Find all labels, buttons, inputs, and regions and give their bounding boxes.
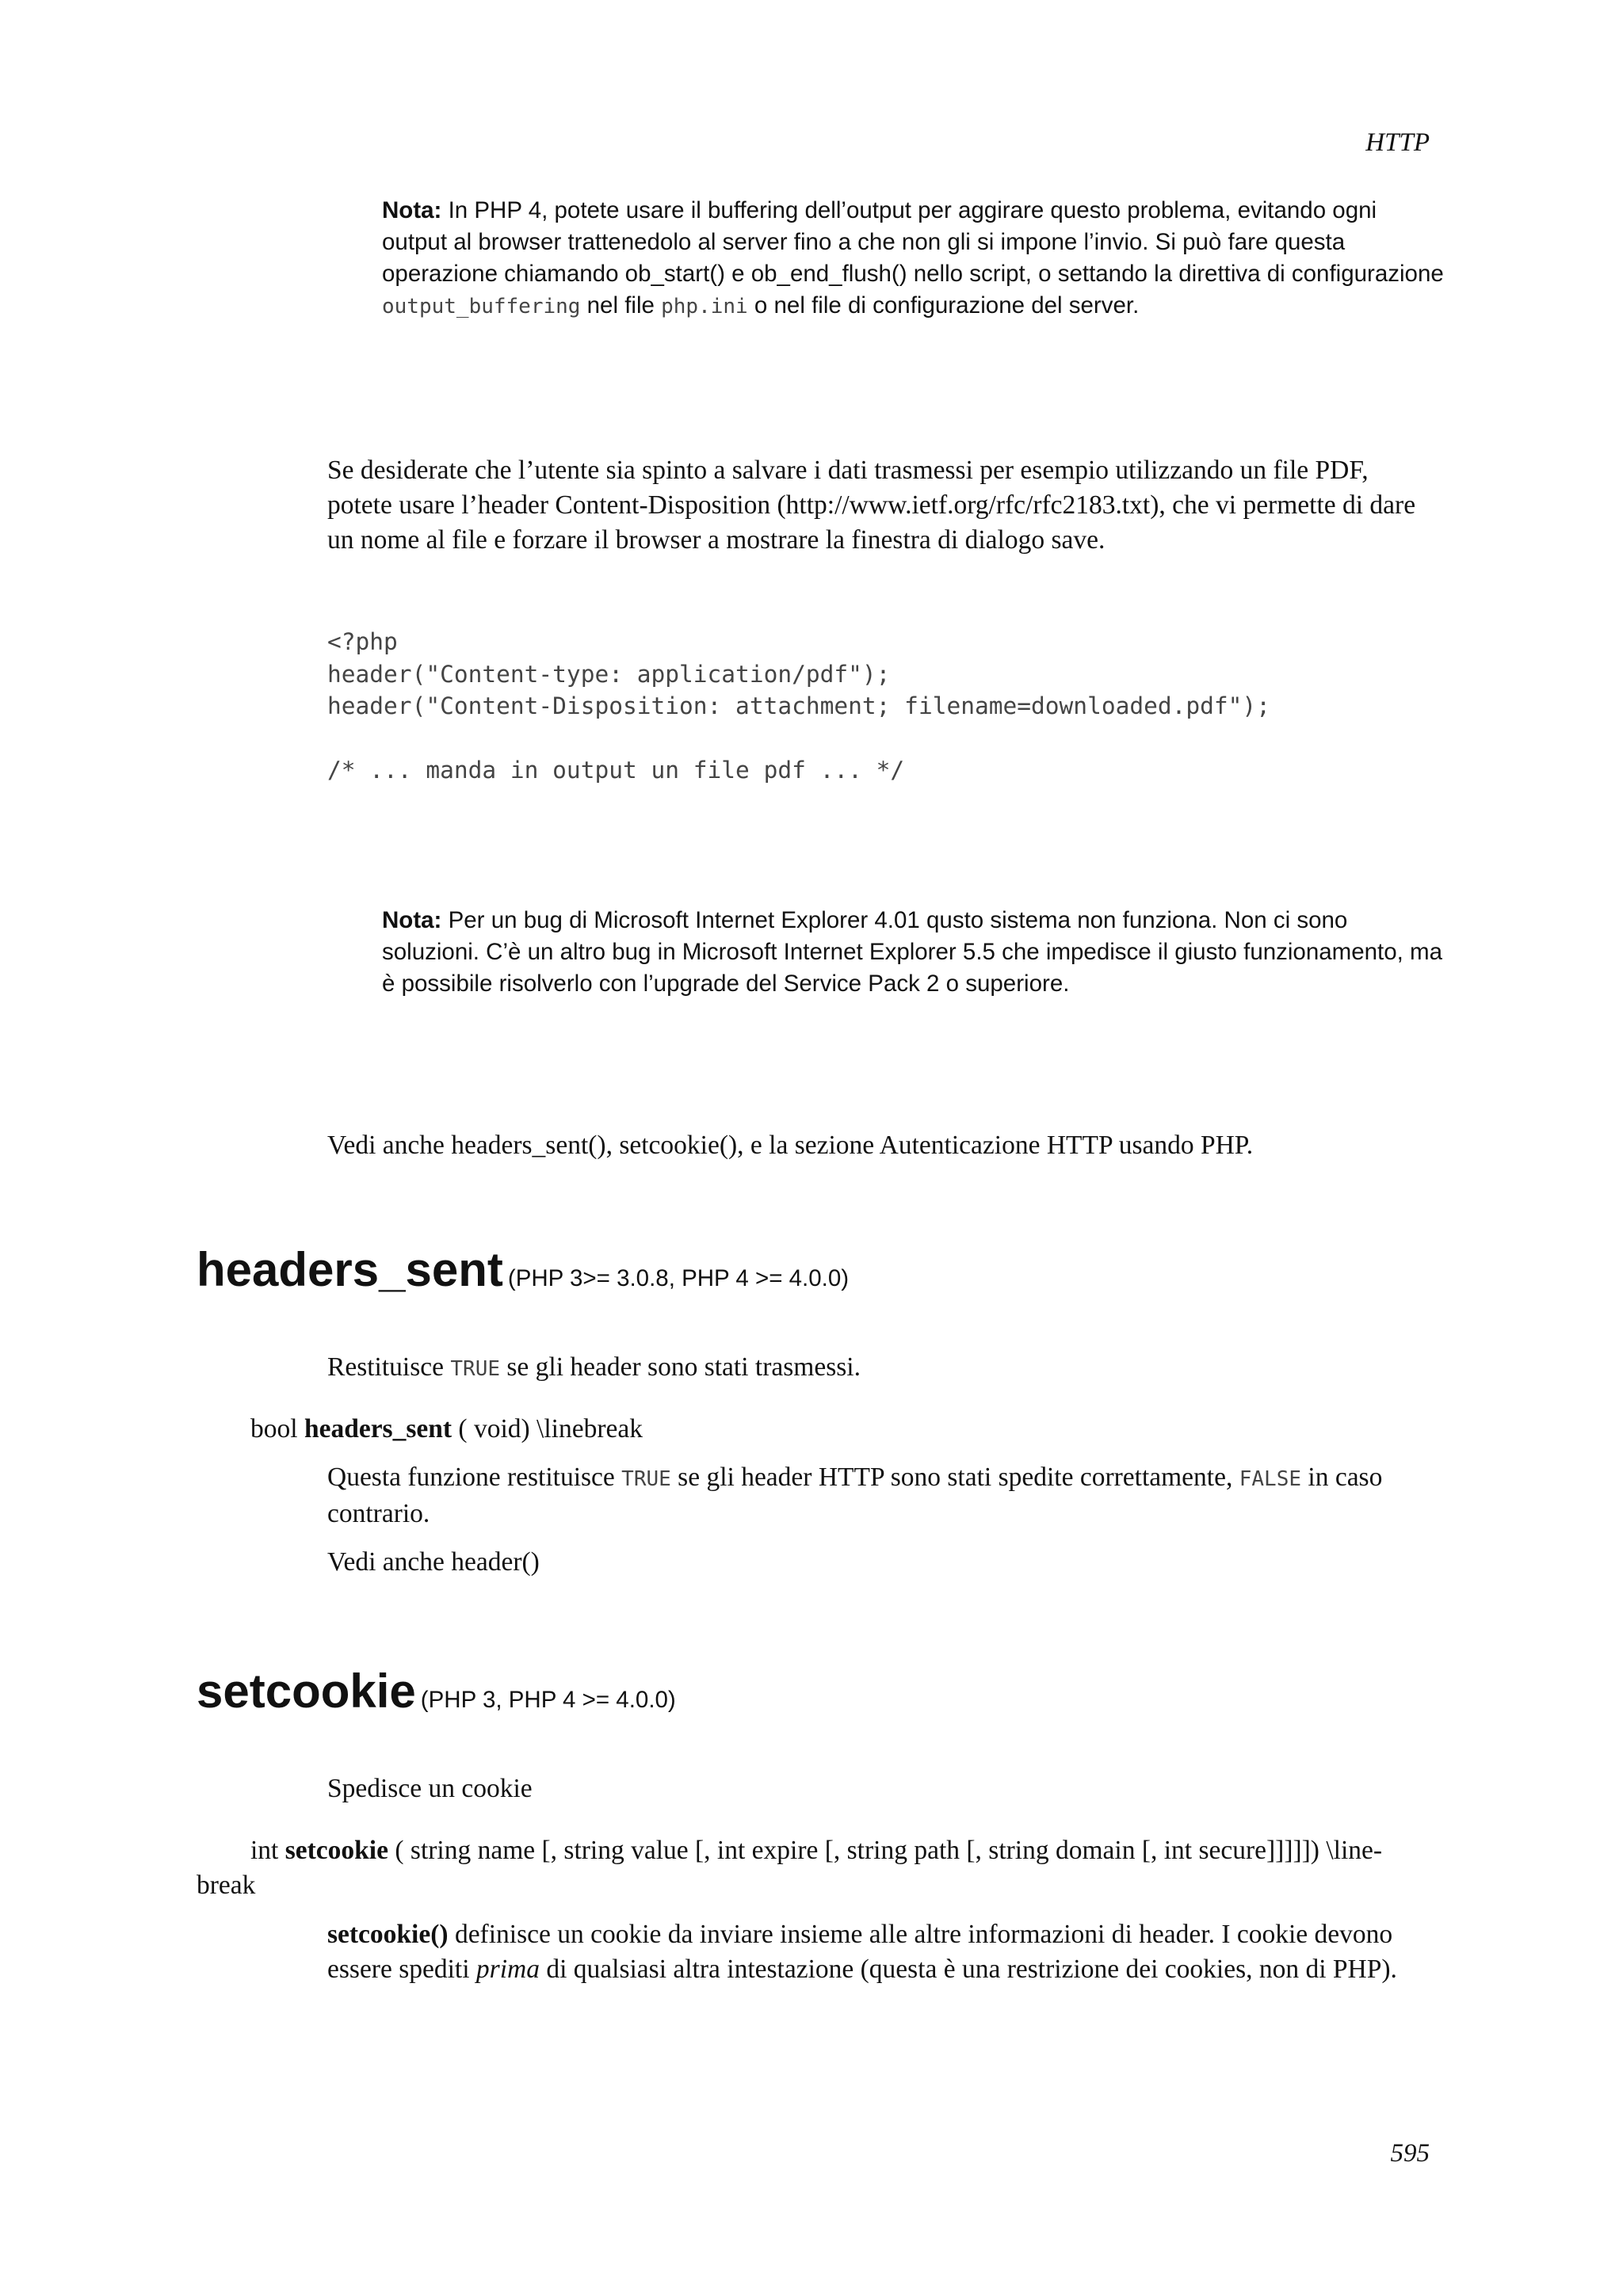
function-heading-setcookie: [197, 1664, 676, 1718]
purpose-text: se gli header sono stati trasmessi.: [500, 1352, 861, 1382]
note-text: Per un bug di Microsoft Internet Explorer 4.01 qusto sistema non funziona. Non ci sono soluzioni. C’è un altro bug in Microsoft Internet Explorer 5.5 che impedisce il giusto funzionamento, ma è possibile risolverlo con l’upgrade del Service Pack 2 o superiore.: [382, 907, 1443, 997]
function-synopsis: [250, 1833, 1382, 1868]
function-heading-headers-sent: [197, 1242, 849, 1297]
synopsis-name: setcookie: [285, 1836, 388, 1865]
description-text: Questa funzione restituisce: [327, 1463, 622, 1492]
note-label: Nota:: [382, 197, 442, 223]
function-purpose: Spedisce un cookie: [327, 1774, 533, 1803]
note-output-buffering: [382, 195, 1444, 322]
code-line: <?php: [327, 628, 398, 655]
description-text: di qualsiasi altra intestazione (questa è una restrizione dei cookies, non di PHP).: [539, 1955, 1397, 1984]
function-synopsis-wrap: break: [197, 1871, 256, 1900]
synopsis-params: ( string name [, string value [, int expire [, string path [, string domain [, int secure]]]]]) \line-: [388, 1836, 1383, 1865]
note-label: Nota:: [382, 907, 442, 933]
description-text: in caso contrario.: [327, 1463, 1383, 1528]
function-name: setcookie: [197, 1665, 416, 1718]
function-description: [327, 1460, 1437, 1531]
description-emphasis: prima: [475, 1955, 540, 1984]
description-text: definisce un cookie da inviare insieme alle altre informazioni di header. I cookie devono essere spediti: [327, 1920, 1393, 1984]
description-text: se gli header HTTP sono stati spedite correttamente,: [670, 1463, 1239, 1492]
synopsis-type: int: [250, 1836, 285, 1865]
description-function-name: setcookie(): [327, 1920, 449, 1949]
inline-code: output_buffering: [382, 295, 581, 318]
synopsis-params: ( void) \linebreak: [452, 1414, 643, 1444]
code-line: [327, 723, 1270, 755]
page-number: 595: [1390, 2139, 1430, 2168]
function-version: (PHP 3>= 3.0.8, PHP 4 >= 4.0.0): [507, 1265, 850, 1291]
synopsis-type: bool: [250, 1414, 304, 1444]
note-text: In PHP 4, potete usare il buffering dell’output per aggirare questo problema, evitando ogni output al browser trattenedolo al server fino a che non gli si impone l’invio. Si può fare questa operazione chiamando ob_start() e ob_end_flush() nello script, o settando la direttiva di configurazione: [382, 197, 1444, 287]
note-text: nel file: [580, 292, 662, 318]
inline-code: TRUE: [621, 1467, 671, 1491]
function-version: (PHP 3, PHP 4 >= 4.0.0): [420, 1687, 676, 1713]
purpose-text: Restituisce: [327, 1352, 451, 1382]
inline-code: TRUE: [450, 1357, 501, 1381]
function-see-also: Vedi anche header(): [327, 1547, 540, 1577]
code-line: /* ... manda in output un file pdf ... */: [327, 757, 905, 784]
note-ie-bug: [382, 905, 1444, 1000]
code-example: [327, 626, 1270, 787]
function-description: [327, 1917, 1437, 1987]
code-line: header("Content-type: application/pdf");: [327, 660, 891, 688]
inline-code: php.ini: [661, 295, 748, 318]
synopsis-name: headers_sent: [304, 1414, 453, 1444]
running-header: HTTP: [1365, 128, 1430, 157]
inline-code: FALSE: [1239, 1467, 1302, 1491]
paragraph-content-disposition: Se desiderate che l’utente sia spinto a salvare i dati trasmessi per esempio utilizzando un file PDF, potete usare l’header Content-Disposition (http://www.ietf.org/rfc/rfc2183.txt), che vi permette di dare un nome al file e forzare il browser a mostrare la finestra di dialogo save.: [327, 456, 1416, 555]
code-line: header("Content-Disposition: attachment; filename=downloaded.pdf");: [327, 692, 1270, 719]
paragraph-see-also: Vedi anche headers_sent(), setcookie(), e la sezione Autenticazione HTTP usando PHP.: [327, 1131, 1254, 1160]
note-text: o nel file di configurazione del server.: [747, 292, 1140, 318]
function-name: headers_sent: [197, 1243, 503, 1296]
function-synopsis: [250, 1412, 643, 1447]
function-purpose: [327, 1350, 1437, 1386]
